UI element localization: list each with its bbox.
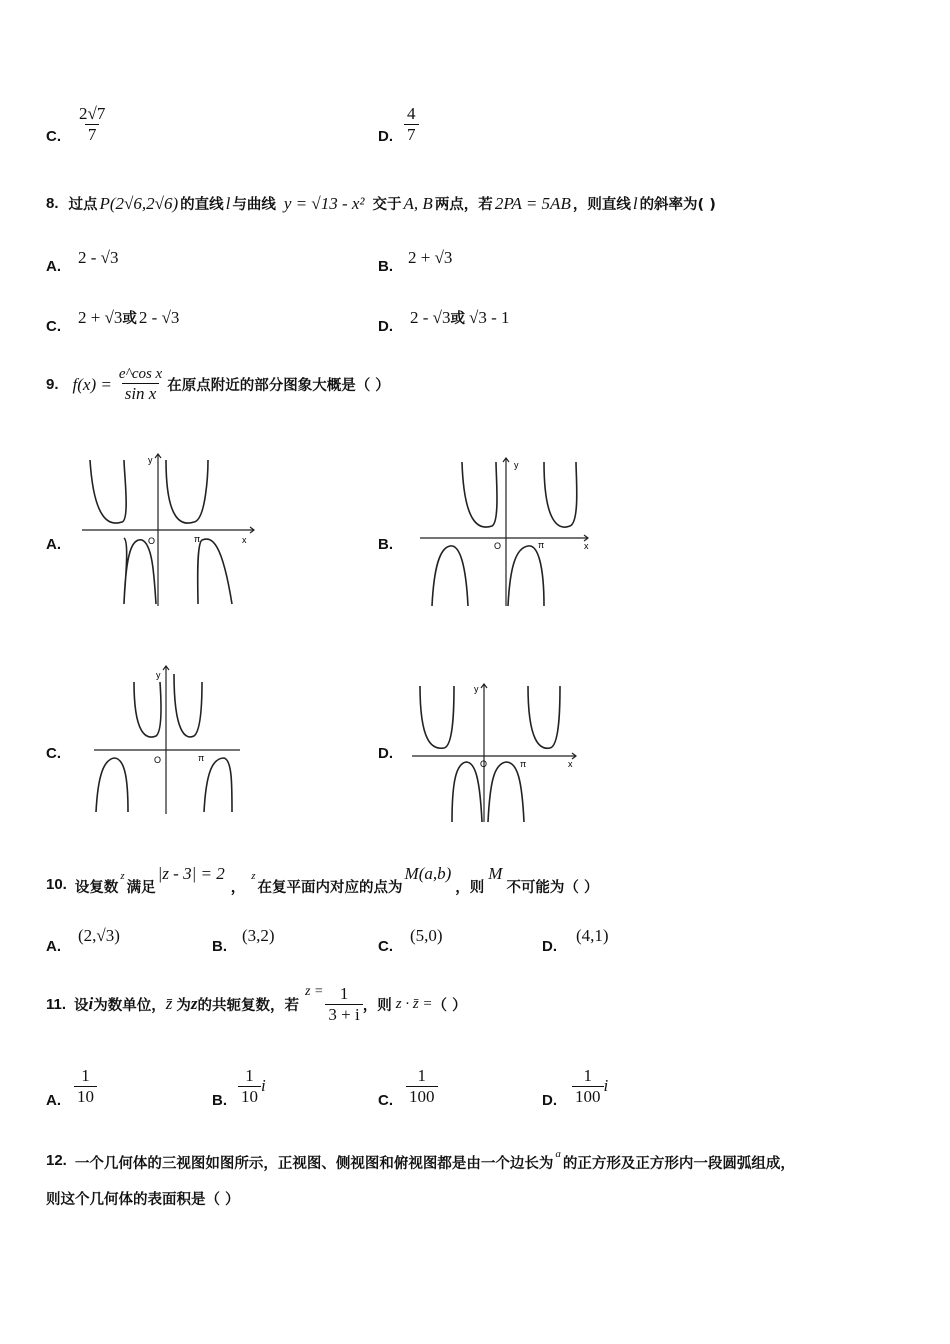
q11-fraction: $\frac{1}{3 + i}$ <box>325 984 362 1024</box>
q9-graph-c-origin: O <box>154 755 162 765</box>
q11-option-d-label: D. <box>542 1092 557 1109</box>
q10-option-a-value: (2,√3) <box>78 926 120 945</box>
q9-graph-c-curves <box>96 674 232 812</box>
q8-option-c-value: 2 + √3或 2 - √3 <box>78 308 180 327</box>
q9-stem: 9. f(x) = $\frac{\text{e\textasciicircum{}cos x}}{\text{sin x}}$ 在原点附近的部分图象大概是（ ） <box>46 366 390 404</box>
q8-option-b-value: 2 + √3 <box>408 248 453 267</box>
q9-graph-d-pi: π <box>520 759 527 769</box>
q8-option-d-label: D. <box>378 318 393 335</box>
q9-graph-b-axes <box>420 458 588 606</box>
q9-graph-c <box>94 664 244 816</box>
q12-stem-line2: 则这个几何体的表面积是（ ） <box>46 1192 240 1208</box>
q9-graph-d <box>412 682 582 824</box>
q11-stem: 11. 设 i 为数单位， z̄ 为 z 的共轭复数，若 z = $\frac{1}{3 + i}$ ，则 z · z̄ = （ ） <box>46 984 467 1024</box>
q9-graph-d-y-label: y <box>474 684 479 694</box>
q7-option-c-fraction: $\frac{2√7}{7}$ <box>79 104 106 144</box>
q11-option-b-label: B. <box>212 1092 227 1109</box>
q10-point: M(a,b) <box>404 864 452 883</box>
q7-option-d-fraction: $\frac{4}{7}$ <box>404 104 419 144</box>
q11-option-d-value: $\frac{1}{100}$ i <box>572 1066 608 1106</box>
q9-graph-c-pi: π <box>198 753 205 763</box>
q11-option-a-value: $\frac{1}{10}$ <box>74 1066 97 1106</box>
q7-option-c-label: C. <box>46 128 61 145</box>
q11-option-c-value: $\frac{1}{100}$ <box>406 1066 438 1106</box>
q7-option-d-label: D. <box>378 128 393 145</box>
q9-option-b-label: B. <box>378 536 393 553</box>
q10-option-c-label: C. <box>378 938 393 955</box>
q9-graph-b <box>420 456 592 608</box>
q9-graph-b-origin: O <box>494 541 502 551</box>
q10-option-b-label: B. <box>212 938 227 955</box>
q9-graph-a-y-label: y <box>148 455 153 465</box>
q9-graph-a-origin: O <box>148 536 156 546</box>
q9-graph-d-origin: O <box>480 759 488 769</box>
q8-option-a-label: A. <box>46 258 61 275</box>
q8-option-d-value: 2 - √3或 √3 - 1 <box>410 308 510 327</box>
q8-condition: 2PA = 5AB <box>494 193 571 213</box>
q9-graph-a-pi: π <box>194 534 201 544</box>
q9-graph-d-curves <box>420 686 560 822</box>
q11-option-c-label: C. <box>378 1092 393 1109</box>
q10-option-d-value: (4,1) <box>576 926 609 945</box>
q10-option-d-label: D. <box>542 938 557 955</box>
q9-graph-c-axes <box>94 666 240 814</box>
q8-curve: y = √13 - x² <box>283 193 365 213</box>
q8-option-a-value: 2 - √3 <box>78 248 119 267</box>
q10-condition: |z - 3| = 2 <box>157 864 225 883</box>
q9-option-d-label: D. <box>378 745 393 762</box>
q9-graph-a <box>82 452 262 608</box>
q9-graph-b-y-label: y <box>514 460 519 470</box>
q9-graph-a-curves <box>90 460 232 604</box>
q10-stem: 10. 设复数 z 满足 |z - 3| = 2 ， z 在复平面内对应的点为 M(a,b) ，则 M 不可能为（ ） <box>46 864 599 896</box>
q10-option-a-label: A. <box>46 938 61 955</box>
q9-graph-b-x-label: x <box>584 541 589 551</box>
q9-function-fraction: $\frac{\text{e\textasciicircum{}cos x}}{\text{sin x}}$ <box>118 366 163 404</box>
q9-graph-b-curves <box>432 462 577 606</box>
q12-stem-line1: 12. 一个几何体的三视图如图所示，正视图、侧视图和俯视图都是由一个边长为 a 的正方形及正方形内一段圆弧组成， <box>46 1148 795 1172</box>
q9-option-a-label: A. <box>46 536 61 553</box>
q8-stem: 8. 过点 P(2√6,2√6) 的直线 l 与曲线 y = √13 - x² 交于 A, B 两点，若 2PA = 5AB ，则直线 l 的斜率为( ) <box>46 193 716 213</box>
q11-option-b-value: $\frac{1}{10}$ i <box>238 1066 266 1106</box>
q9-graph-d-axes <box>412 684 576 822</box>
q8-option-c-label: C. <box>46 318 61 335</box>
q9-graph-d-x-label: x <box>568 759 573 769</box>
q8-option-b-label: B. <box>378 258 393 275</box>
q11-option-a-label: A. <box>46 1092 61 1109</box>
q9-function-lhs: f(x) = <box>72 374 112 394</box>
q9-graph-a-x-label: x <box>242 535 247 545</box>
q10-option-b-value: (3,2) <box>242 926 275 945</box>
q10-option-c-value: (5,0) <box>410 926 443 945</box>
q9-option-c-label: C. <box>46 745 61 762</box>
q9-graph-b-pi: π <box>538 540 545 550</box>
q9-graph-c-y-label: y <box>156 670 161 680</box>
q11-expression: z · z̄ = <box>395 995 433 1012</box>
q8-point: P(2√6,2√6) <box>99 193 179 213</box>
